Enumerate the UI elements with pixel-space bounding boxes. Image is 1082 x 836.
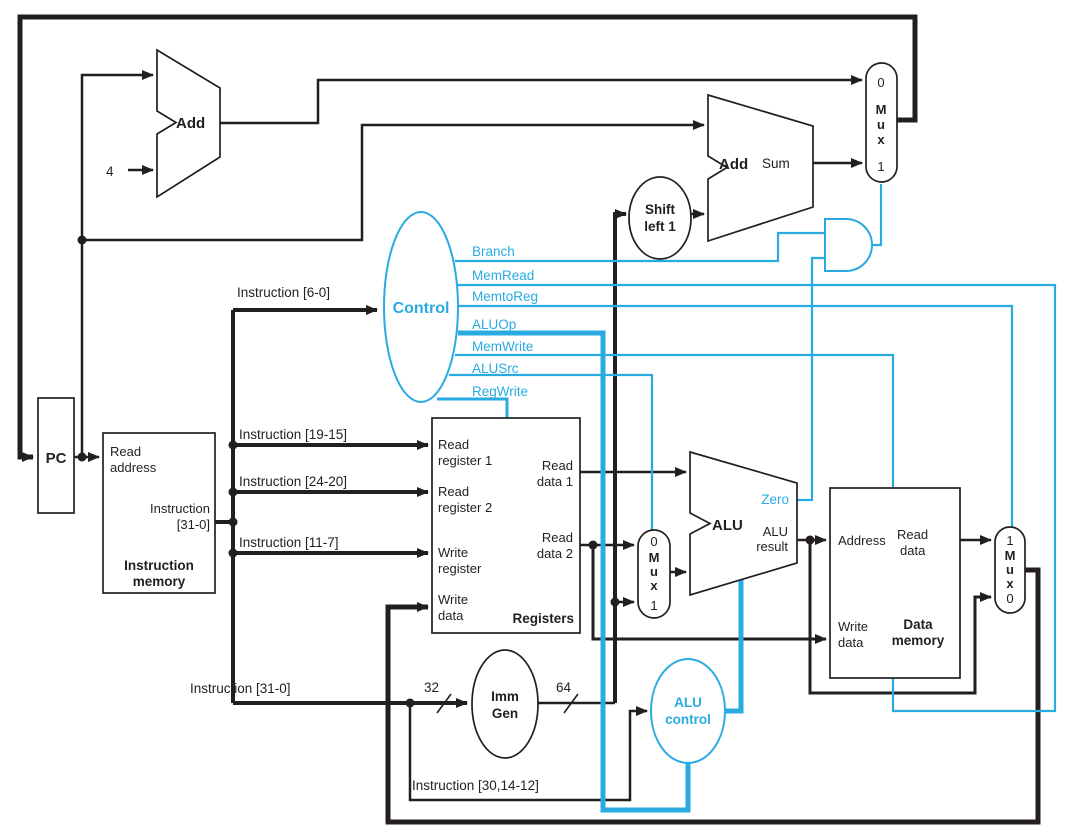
shift-left-line1: Shift <box>645 202 675 217</box>
wire-and-to-pcmux-select <box>872 184 881 245</box>
signal-aluop: ALUOp <box>472 317 517 332</box>
pc-mux-input-1: 1 <box>877 159 885 174</box>
label-instruction-19-15: Instruction [19-15] <box>239 427 348 442</box>
alusrc-mux-letter-u: u <box>650 564 658 579</box>
imm-gen-line2: Gen <box>491 706 519 721</box>
dm-read-data-line1: Read <box>897 527 929 542</box>
wb-mux-input-0: 0 <box>1006 591 1014 606</box>
pc-mux-letter-x: x <box>877 132 885 147</box>
imem-name-line2: memory <box>132 574 186 589</box>
alu-control-unit <box>651 659 725 763</box>
reg-read-register-2-line2: register 2 <box>438 500 493 515</box>
wire-immediate-vertical <box>615 214 626 703</box>
pc-mux-letter-u: u <box>877 117 885 132</box>
imem-instruction-line2: [31-0] <box>176 517 210 532</box>
dm-write-data-line1: Write <box>838 619 869 634</box>
wb-mux-letter-u: u <box>1006 562 1014 577</box>
junction-dot <box>78 453 87 462</box>
signal-memread: MemRead <box>472 268 535 283</box>
shift-left-1-unit <box>629 177 691 259</box>
pc-label: PC <box>45 450 67 467</box>
dm-address-label: Address <box>838 533 886 548</box>
alu-zero-label: Zero <box>761 492 789 507</box>
wb-mux-input-1: 1 <box>1006 533 1014 548</box>
junction-dot <box>78 236 87 245</box>
label-instruction-31-0: Instruction [31-0] <box>190 681 291 696</box>
signal-alusrc: ALUSrc <box>472 361 519 376</box>
reg-write-data-line2: data <box>438 608 464 623</box>
and-gate <box>825 219 872 271</box>
label-bus-width-64: 64 <box>556 680 572 695</box>
reg-read-register-1-line2: register 1 <box>438 453 493 468</box>
shift-left-line2: left 1 <box>644 219 676 234</box>
reg-read-data-1-line1: Read <box>541 458 573 473</box>
reg-read-data-2-line1: Read <box>541 530 573 545</box>
junction-dot <box>229 441 238 450</box>
dm-name-line1: Data <box>903 617 933 632</box>
alu-control-line2: control <box>665 712 711 727</box>
junction-dot <box>589 541 598 550</box>
dm-write-data-line2: data <box>838 635 864 650</box>
imm-gen-line1: Imm <box>491 689 519 704</box>
label-instruction-6-0: Instruction [6-0] <box>237 285 331 300</box>
alusrc-mux-input-0: 0 <box>650 534 658 549</box>
alu-result-line1: ALU <box>762 524 788 539</box>
imem-name-line1: Instruction <box>124 558 194 573</box>
junction-dot <box>229 518 238 527</box>
alu-label: ALU <box>712 517 743 534</box>
signal-regwrite: RegWrite <box>472 384 529 399</box>
junction-dot <box>229 549 238 558</box>
imm-gen-unit <box>472 650 538 758</box>
wb-mux-letter-x: x <box>1006 576 1014 591</box>
wire-zero-to-and <box>797 258 824 500</box>
junction-dot <box>806 536 815 545</box>
imem-read-address-line2: address <box>110 460 157 475</box>
pc-add-label: Add <box>176 115 206 132</box>
label-instruction-11-7: Instruction [11-7] <box>239 535 339 550</box>
wire-alucontrol-to-alu <box>724 578 741 711</box>
reg-read-register-1-line1: Read <box>438 437 470 452</box>
signal-memtoreg: MemtoReg <box>472 289 539 304</box>
registers-name: Registers <box>512 611 574 626</box>
alu-control-line1: ALU <box>674 695 702 710</box>
components <box>38 50 1025 763</box>
reg-write-data-line1: Write <box>438 592 469 607</box>
junction-dot <box>229 488 238 497</box>
alusrc-mux-input-1: 1 <box>650 598 658 613</box>
alusrc-mux-letter-x: x <box>650 578 658 593</box>
imem-instruction-line1: Instruction <box>150 501 210 516</box>
dm-read-data-line2: data <box>900 543 926 558</box>
reg-read-data-2-line2: data 2 <box>536 546 573 561</box>
pc-mux-letter-m: M <box>875 102 887 117</box>
reg-write-register-line2: register <box>438 561 482 576</box>
reg-write-register-line1: Write <box>438 545 469 560</box>
dm-name-line2: memory <box>891 633 945 648</box>
reg-read-data-1-line2: data 1 <box>536 474 573 489</box>
branch-sum-label: Sum <box>762 156 790 171</box>
control-label: Control <box>392 300 450 317</box>
pc-mux-input-0: 0 <box>877 75 885 90</box>
alu-result-line2: result <box>756 539 788 554</box>
signal-memwrite: MemWrite <box>472 339 534 354</box>
wb-mux-letter-m: M <box>1004 548 1016 563</box>
junction-dot <box>406 699 415 708</box>
label-instruction-24-20: Instruction [24-20] <box>239 474 348 489</box>
signal-branch: Branch <box>472 244 515 259</box>
wire-pc-writeback-loop <box>20 17 915 457</box>
label-instruction-30-14-12: Instruction [30,14-12] <box>412 778 539 793</box>
wire-pc-to-add4 <box>82 75 153 457</box>
junction-dot <box>611 598 620 607</box>
imem-read-address-line1: Read <box>110 444 142 459</box>
reg-read-register-2-line1: Read <box>438 484 470 499</box>
constant-4-label: 4 <box>106 164 114 179</box>
branch-add-label: Add <box>719 156 749 173</box>
label-bus-width-32: 32 <box>424 680 440 695</box>
alusrc-mux-letter-m: M <box>648 550 660 565</box>
